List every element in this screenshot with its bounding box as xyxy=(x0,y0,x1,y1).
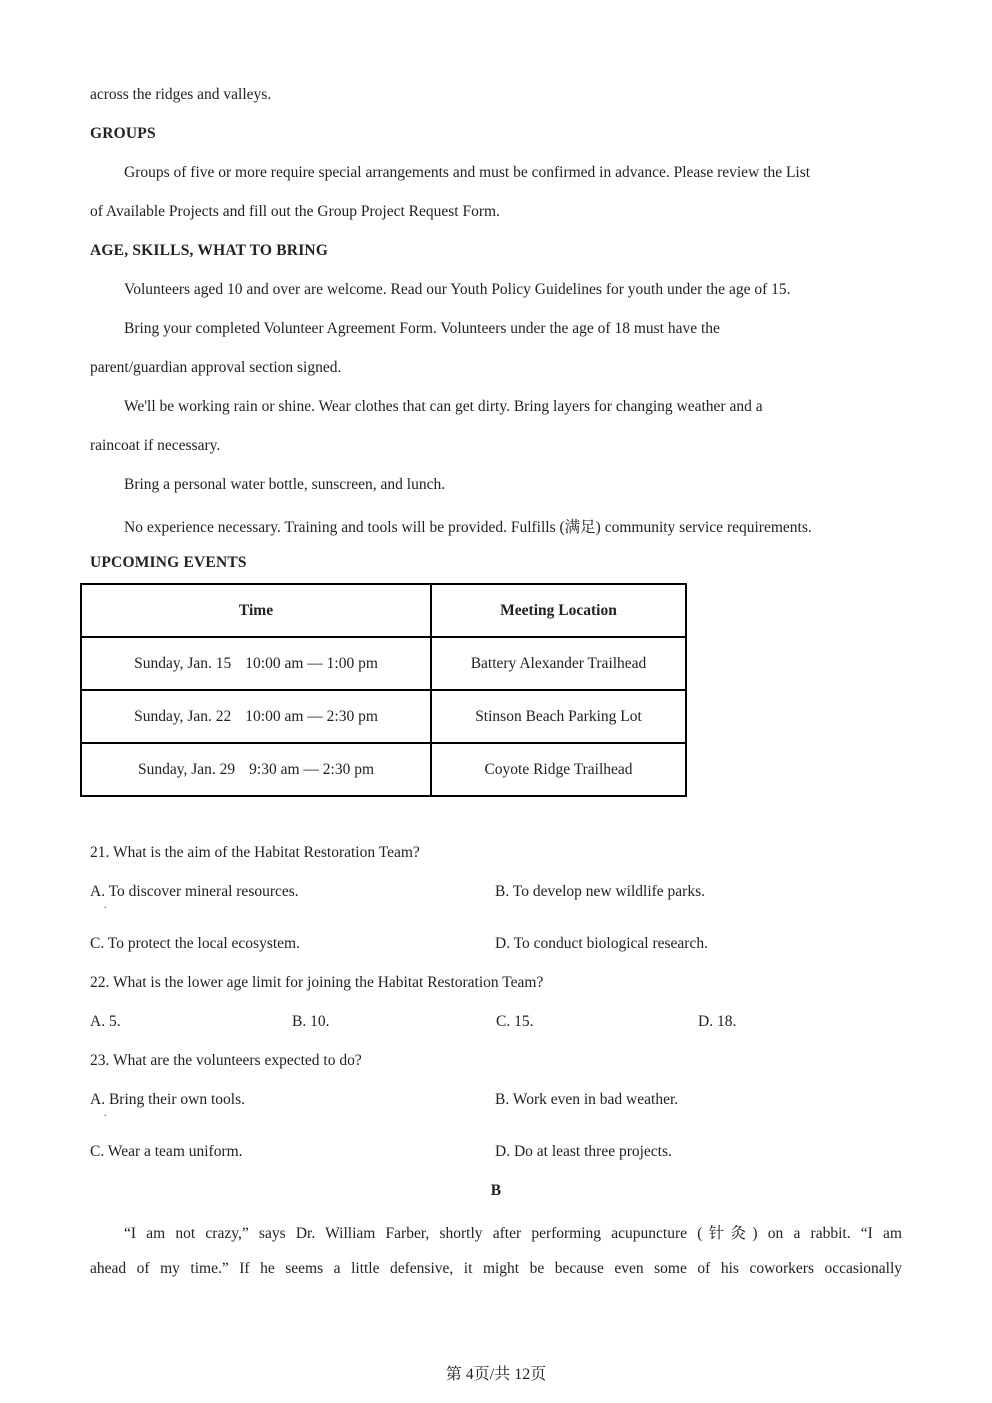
location-cell: Stinson Beach Parking Lot xyxy=(431,690,686,743)
time-cell xyxy=(81,637,431,690)
event-date: Sunday, Jan. 15 xyxy=(134,654,232,672)
option-marker-dot: . xyxy=(104,1108,107,1119)
bring-paragraph: Bring a personal water bottle, sunscreen, and lunch. xyxy=(124,476,446,493)
question-23-stem: 23. What are the volunteers expected to do? xyxy=(90,1052,362,1069)
time-cell xyxy=(81,743,431,796)
question-22-option-c: C. 15. xyxy=(496,1013,534,1030)
intro-tail-text: across the ridges and valleys. xyxy=(90,86,272,103)
table-row xyxy=(81,637,686,690)
groups-heading: GROUPS xyxy=(90,125,156,142)
agreement-paragraph-line2: parent/guardian approval section signed. xyxy=(90,359,342,376)
groups-text-line1: Groups of five or more require special arrangements and must be confirmed in advance. Please review the List xyxy=(124,164,811,181)
time-cell xyxy=(81,690,431,743)
question-23-option-d: D. Do at least three projects. xyxy=(495,1143,672,1160)
question-22-option-b: B. 10. xyxy=(292,1013,330,1030)
option-marker-dot: . xyxy=(104,900,107,911)
question-22-option-a: A. 5. xyxy=(90,1013,121,1030)
events-heading: UPCOMING EVENTS xyxy=(90,554,247,571)
age-skills-heading: AGE, SKILLS, WHAT TO BRING xyxy=(90,242,329,259)
question-21-option-d: D. To conduct biological research. xyxy=(495,935,708,952)
page-number: 第 4页/共 12页 xyxy=(445,1366,547,1383)
section-b-line2: ahead of my time.” If he seems a little defensive, it might be because even some of his coworkers occasionally xyxy=(90,1260,902,1277)
question-21-option-b: B. To develop new wildlife parks. xyxy=(495,883,705,900)
question-22-stem: 22. What is the lower age limit for joining the Habitat Restoration Team? xyxy=(90,974,544,991)
location-cell: Coyote Ridge Trailhead xyxy=(431,743,686,796)
section-b-line1: “I am not crazy,” says Dr. William Farber, shortly after performing acupuncture (针灸) on a rabbit. “I am xyxy=(124,1225,902,1242)
age-paragraph: Volunteers aged 10 and over are welcome. Read our Youth Policy Guidelines for youth under the age of 15. xyxy=(124,281,791,298)
question-23-option-a: A. Bring their own tools. xyxy=(90,1091,245,1108)
question-21-option-c: C. To protect the local ecosystem. xyxy=(90,935,300,952)
event-time: 10:00 am — 2:30 pm xyxy=(245,707,378,725)
events-table xyxy=(80,583,687,797)
event-date: Sunday, Jan. 22 xyxy=(134,707,232,725)
table-row xyxy=(81,743,686,796)
question-23-option-c: C. Wear a team uniform. xyxy=(90,1143,243,1160)
event-time: 9:30 am — 2:30 pm xyxy=(249,760,374,778)
groups-text-line2: of Available Projects and fill out the Group Project Request Form. xyxy=(90,203,500,220)
table-row xyxy=(81,690,686,743)
agreement-paragraph-line1: Bring your completed Volunteer Agreement Form. Volunteers under the age of 18 must have the xyxy=(124,320,720,337)
event-date: Sunday, Jan. 29 xyxy=(137,760,236,778)
location-column-header: Meeting Location xyxy=(431,584,686,637)
question-21-stem: 21. What is the aim of the Habitat Restoration Team? xyxy=(90,844,420,861)
event-time: 10:00 am — 1:00 pm xyxy=(245,654,378,672)
weather-paragraph-line1: We'll be working rain or shine. Wear clothes that can get dirty. Bring layers for changing weather and a xyxy=(124,398,763,415)
question-21-option-a: A. To discover mineral resources. xyxy=(90,883,299,900)
weather-paragraph-line2: raincoat if necessary. xyxy=(90,437,221,454)
location-cell: Battery Alexander Trailhead xyxy=(431,637,686,690)
experience-paragraph: No experience necessary. Training and tools will be provided. Fulfills (满足) community service requirements. xyxy=(124,519,812,536)
question-23-option-b: B. Work even in bad weather. xyxy=(495,1091,679,1108)
time-column-header: Time xyxy=(81,584,431,637)
question-22-option-d: D. 18. xyxy=(698,1013,737,1030)
section-b-label: B xyxy=(490,1182,502,1199)
table-header-row xyxy=(81,584,686,637)
